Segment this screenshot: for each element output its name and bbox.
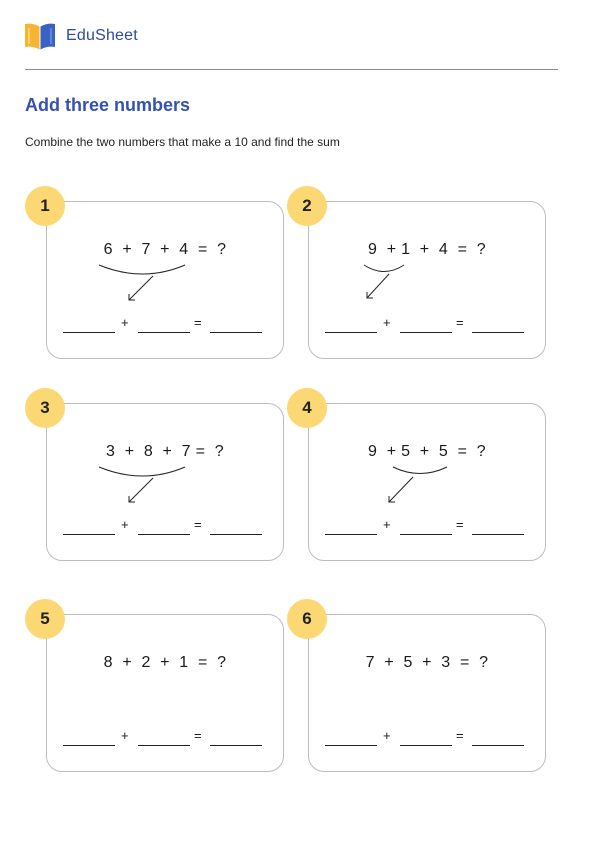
problem-expression: 9 + 1 + 4 = ? — [368, 241, 486, 258]
equals-sign: = — [456, 315, 464, 330]
problem-card — [308, 201, 546, 359]
answer-blank-addend-1[interactable] — [63, 745, 115, 746]
answer-blank-addend-1[interactable] — [63, 534, 115, 535]
problem-card — [308, 614, 546, 772]
problem-expression: 8 + 2 + 1 = ? — [103, 654, 227, 671]
problem-2 — [287, 186, 551, 356]
problem-number-badge: 1 — [25, 186, 65, 226]
header — [24, 20, 138, 52]
answer-row — [63, 728, 263, 748]
problem-expression: 9 + 5 + 5 = ? — [368, 443, 486, 460]
plus-sign: + — [383, 315, 391, 330]
answer-row — [325, 315, 525, 335]
equals-sign: = — [456, 517, 464, 532]
problem-number-badge: 4 — [287, 388, 327, 428]
answer-row — [325, 517, 525, 537]
equals-sign: = — [456, 728, 464, 743]
answer-row — [325, 728, 525, 748]
worksheet-instructions: Combine the two numbers that make a 10 and find the sum — [25, 135, 340, 149]
problem-number-badge: 5 — [25, 599, 65, 639]
brand-name: EduSheet — [66, 27, 138, 44]
pair-bracket-arrow-icon — [47, 202, 285, 360]
answer-blank-addend-1[interactable] — [63, 332, 115, 333]
problem-number-badge: 2 — [287, 186, 327, 226]
problem-card — [46, 201, 284, 359]
problem-card — [46, 403, 284, 561]
problem-4 — [287, 388, 551, 558]
equals-sign: = — [194, 517, 202, 532]
answer-row — [63, 315, 263, 335]
problem-3 — [25, 388, 289, 558]
answer-blank-addend-2[interactable] — [138, 534, 190, 535]
problem-5 — [25, 599, 289, 769]
plus-sign: + — [383, 517, 391, 532]
worksheet-title: Add three numbers — [25, 95, 191, 115]
answer-blank-sum[interactable] — [472, 534, 524, 535]
answer-blank-sum[interactable] — [210, 332, 262, 333]
answer-blank-addend-2[interactable] — [400, 332, 452, 333]
problem-expression: 6 + 7 + 4 = ? — [103, 241, 227, 258]
equals-sign: = — [194, 315, 202, 330]
answer-row — [63, 517, 263, 537]
plus-sign: + — [121, 315, 129, 330]
pair-bracket-arrow-icon — [47, 404, 285, 562]
problem-expression: 3 + 8 + 7 = ? — [106, 443, 224, 460]
plus-sign: + — [121, 517, 129, 532]
problem-number-badge: 3 — [25, 388, 65, 428]
answer-blank-addend-1[interactable] — [325, 745, 377, 746]
answer-blank-addend-1[interactable] — [325, 534, 377, 535]
answer-blank-addend-2[interactable] — [138, 332, 190, 333]
plus-sign: + — [121, 728, 129, 743]
problem-expression: 7 + 5 + 3 = ? — [365, 654, 489, 671]
answer-blank-addend-2[interactable] — [400, 534, 452, 535]
pair-bracket-arrow-icon — [309, 404, 547, 562]
plus-sign: + — [383, 728, 391, 743]
problem-number-badge: 6 — [287, 599, 327, 639]
problem-6 — [287, 599, 551, 769]
answer-blank-addend-2[interactable] — [138, 745, 190, 746]
equals-sign: = — [194, 728, 202, 743]
problem-card — [46, 614, 284, 772]
problem-card — [308, 403, 546, 561]
answer-blank-sum[interactable] — [472, 332, 524, 333]
answer-blank-sum[interactable] — [210, 534, 262, 535]
answer-blank-sum[interactable] — [472, 745, 524, 746]
answer-blank-sum[interactable] — [210, 745, 262, 746]
header-divider — [25, 69, 558, 70]
pair-bracket-arrow-icon — [309, 202, 547, 360]
open-book-logo-icon — [24, 21, 56, 51]
answer-blank-addend-1[interactable] — [325, 332, 377, 333]
answer-blank-addend-2[interactable] — [400, 745, 452, 746]
problem-1 — [25, 186, 289, 356]
